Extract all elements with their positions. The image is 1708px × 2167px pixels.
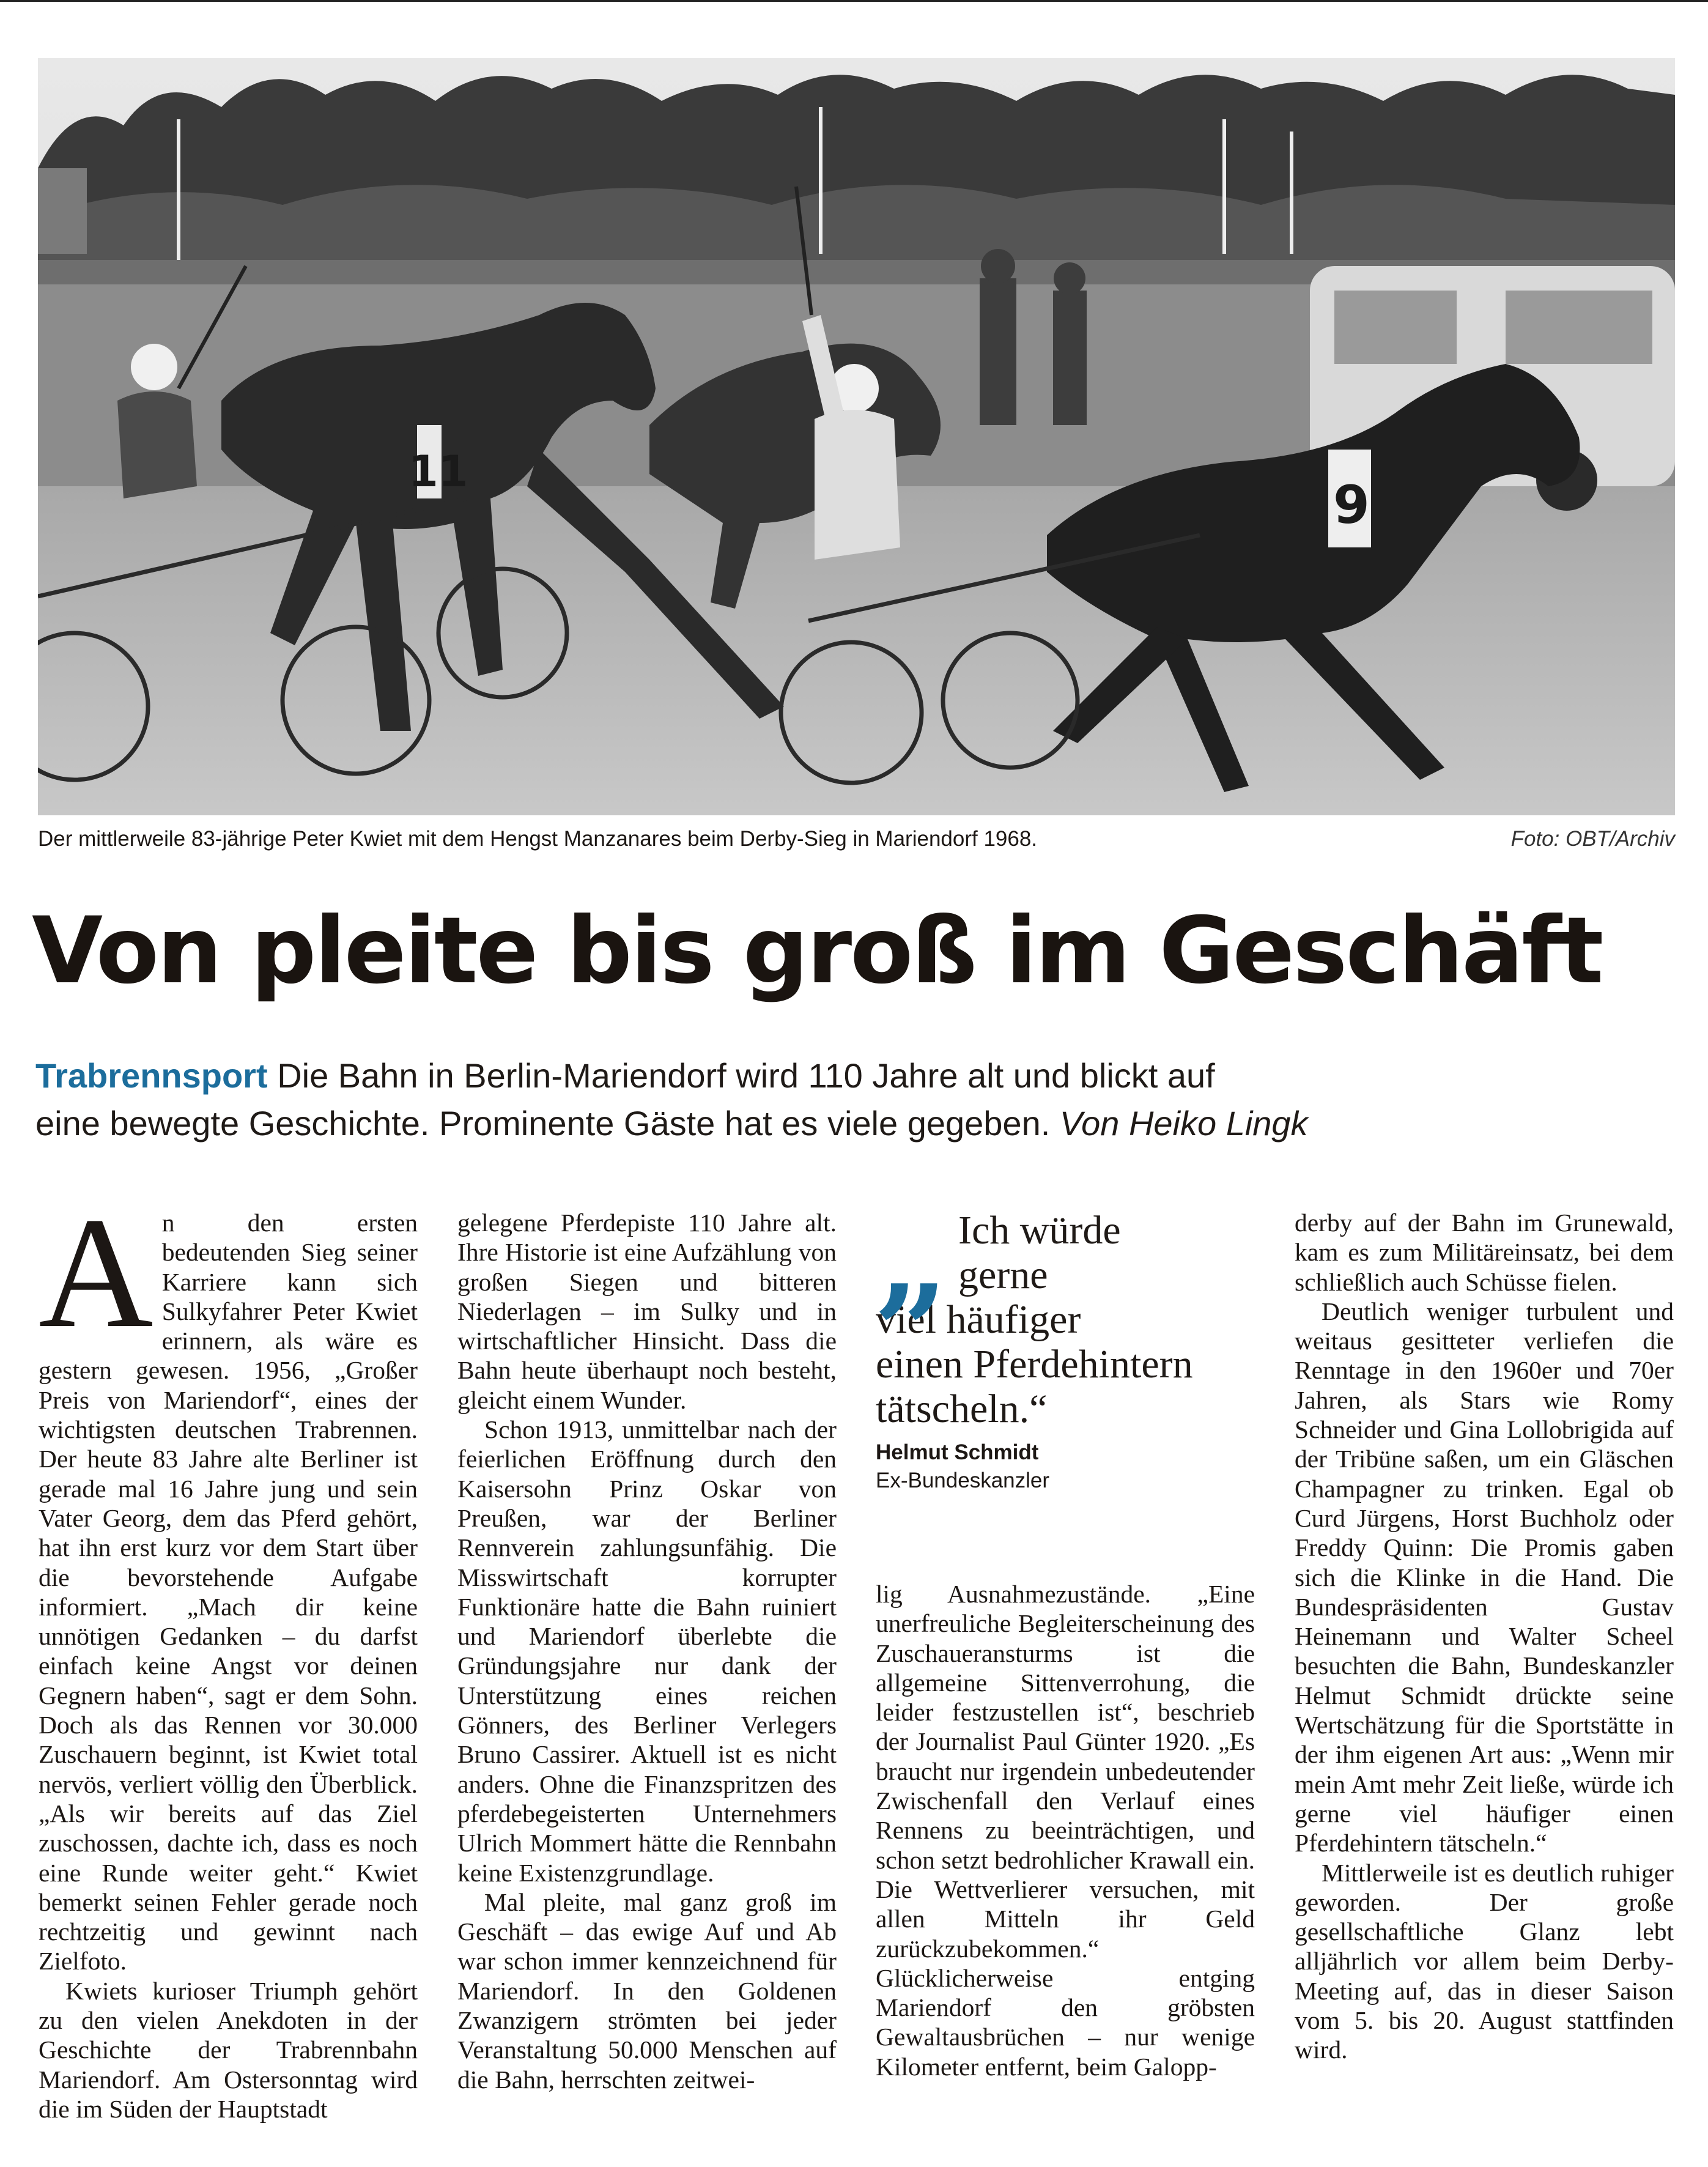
- paragraph: lig Ausnahmezustände. „Eine unerfreuliche Begleiterscheinung des Zuschaueransturms ist die allgemeine Sittenverrohung, die leider festzustellen ist“, beschrieb der Journalist Paul Günter 1920. „Es braucht nur irgendein unbedeutender Zwischenfall den Verlauf eines Rennens zu beeinträchtigen, und schon setzt bedrohlicher Krawall ein. Die Wettverlierer versuchen, mit allen Mitteln ihr Geld zurückzubekommen.“ Glücklicherweise entging Mariendorf den gröbsten Gewaltausbrüchen – nur wenige Kilometer entfernt, beim Galopp-: [876, 1580, 1255, 2081]
- paragraph: Schon 1913, unmittelbar nach der feierlichen Eröffnung durch den Kaisersohn Prinz Oskar von Preußen, war der Berliner Rennverein zahlungsunfähig. Die Misswirtschaft korrupter Funktionäre hatte die Bahn ruiniert und Mariendorf überlebte die Gründungsjahre nur dank der Unterstützung eines reichen Gönners, des Berliner Verlegers Bruno Cassirer. Aktuell ist es nicht anders. Ohne die Finanzspritzen des pferdebegeisterten Unternehmers Ulrich Mommert hätte die Rennbahn keine Existenzgrundlage.: [457, 1415, 837, 1887]
- news-photo: [38, 58, 1675, 815]
- pull-quote-line: einen Pferdehintern: [876, 1342, 1193, 1387]
- pull-quote-line: gerne: [958, 1253, 1048, 1297]
- harness-race-photo: [38, 58, 1675, 815]
- paragraph-text: n den ersten bedeutenden Sieg seiner Karriere kann sich Sulkyfahrer Peter Kwiet erinnern, als wäre es gestern gewesen. 1956, „Großer Preis von Mariendorf“, eines der wichtigsten deutschen Trabrennen. Der heute 83 Jahre alte Berliner ist gerade mal 16 Jahre jung und sein Vater Georg, dem das Pferd gehört, hat ihn erst kurz vor dem Start über die bevorstehende Aufgabe informiert. „Mach dir keine unnötigen Gedanken – du darfst einfach keine Angst vor deinen Gegnern haben“, sagt er dem Sohn. Doch als das Rennen vor 30.000 Zuschauern beginnt, ist Kwiet total nervös, verliert völlig den Überblick. „Als wir bereits auf das Ziel zuschossen, dachte ich, dass es noch eine Runde weiter geht.“ Kwiet bemerkt seinen Fehler gerade noch rechtzeitig und gewinnt nach Zielfoto.: [39, 1209, 418, 1976]
- judges-tower: [38, 168, 87, 254]
- headline: Von pleite bis groß im Geschäft: [32, 898, 1602, 1004]
- standfirst-text-1: Die Bahn in Berlin-Mariendorf wird 110 Jahre alt und blickt auf: [277, 1056, 1215, 1095]
- top-rule: [0, 0, 1708, 2]
- saddle-cloth-number-11: 11: [409, 446, 468, 497]
- photo-caption-row: [38, 822, 1675, 856]
- standfirst-line-2: [35, 1100, 1687, 1147]
- standfirst: [35, 1052, 1687, 1147]
- pull-quote-author-role: Ex-Bundeskanzler: [876, 1469, 1050, 1492]
- body-column-3: [876, 1579, 1255, 2081]
- standfirst-line-1: [35, 1052, 1687, 1100]
- paragraph: [39, 1185, 418, 1976]
- paragraph: derby auf der Bahn im Grunewald, kam es zum Militäreinsatz, bei dem schließlich auch Schüsse fielen.: [1295, 1209, 1674, 1296]
- body-column-4: [1295, 1208, 1674, 2065]
- pull-quote-line: tätscheln.“: [876, 1387, 1048, 1431]
- paragraph: Mittlerweile ist es deutlich ruhiger geworden. Der große gesellschaftliche Glanz lebt alljährlich vor allem beim Derby-Meeting auf, das in dieser Saison vom 5. bis 20. August stattfinden wird.: [1295, 1858, 1674, 2064]
- pull-quote-author: Helmut Schmidt: [876, 1440, 1039, 1464]
- photo-credit: Foto: OBT/Archiv: [1510, 827, 1675, 851]
- quote-mark-icon: „: [876, 1183, 950, 1334]
- pull-quote-line: Ich würde: [958, 1208, 1121, 1253]
- paragraph: Mal pleite, mal ganz groß im Geschäft – das ewige Auf und Ab war schon immer kennzeichnend für Mariendorf. In den Goldenen Zwanzigern strömten bei jeder Veranstaltung 50.000 Menschen auf die Bahn, herrschten zeitwei-: [457, 1887, 837, 2094]
- photo-caption: Der mittlerweile 83-jährige Peter Kwiet mit dem Hengst Manzanares beim Derby-Sieg in Mariendorf 1968.: [38, 827, 1038, 851]
- pull-quote: [876, 1183, 1267, 1495]
- standfirst-text-2: eine bewegte Geschichte. Prominente Gäste hat es viele gegeben.: [35, 1104, 1051, 1143]
- paragraph: Kwiets kurioser Triumph gehört zu den vielen Anekdoten in der Geschichte der Trabrennbahn Mariendorf. Am Ostersonntag wird die im Süden der Hauptstadt: [39, 1976, 418, 2123]
- saddle-cloth-number-9: 9: [1333, 475, 1370, 536]
- byline: Von Heiko Lingk: [1059, 1104, 1308, 1143]
- paragraph: Deutlich weniger turbulent und weitaus gesitteter verliefen die Renntage in den 1960er und 70er Jahren, als Stars wie Romy Schneider und Gina Lollobrigida auf der Tribüne saßen, um ein Gläschen Champagner zu trinken. Egal ob Curd Jürgens, Horst Buchholz oder Freddy Quinn: Die Promis gaben sich die Klinke in die Hand. Die Bundespräsidenten Gustav Heinemann und Walter Scheel besuchten die Bahn, Bundeskanzler Helmut Schmidt drückte seine Wertschätzung für die Sportstätte in der ihm eigenen Art aus: „Wenn mir mein Amt mehr Zeit ließe, würde ich gerne viel häufiger einen Pferdehintern tätscheln.“: [1295, 1297, 1674, 1858]
- pull-quote-line: viel häufiger: [876, 1297, 1081, 1342]
- body-column-2: [457, 1208, 837, 2094]
- drop-cap: A: [39, 1185, 153, 1361]
- body-column-1: [39, 1185, 418, 2124]
- paragraph: gelegene Pferdepiste 110 Jahre alt. Ihre Historie ist eine Aufzählung von großen Siegen und bitteren Niederlagen – im Sulky und in wirtschaftlicher Hinsicht. Dass die Bahn heute überhaupt noch besteht, gleicht einem Wunder.: [457, 1209, 837, 1414]
- kicker: Trabrennsport: [35, 1056, 268, 1095]
